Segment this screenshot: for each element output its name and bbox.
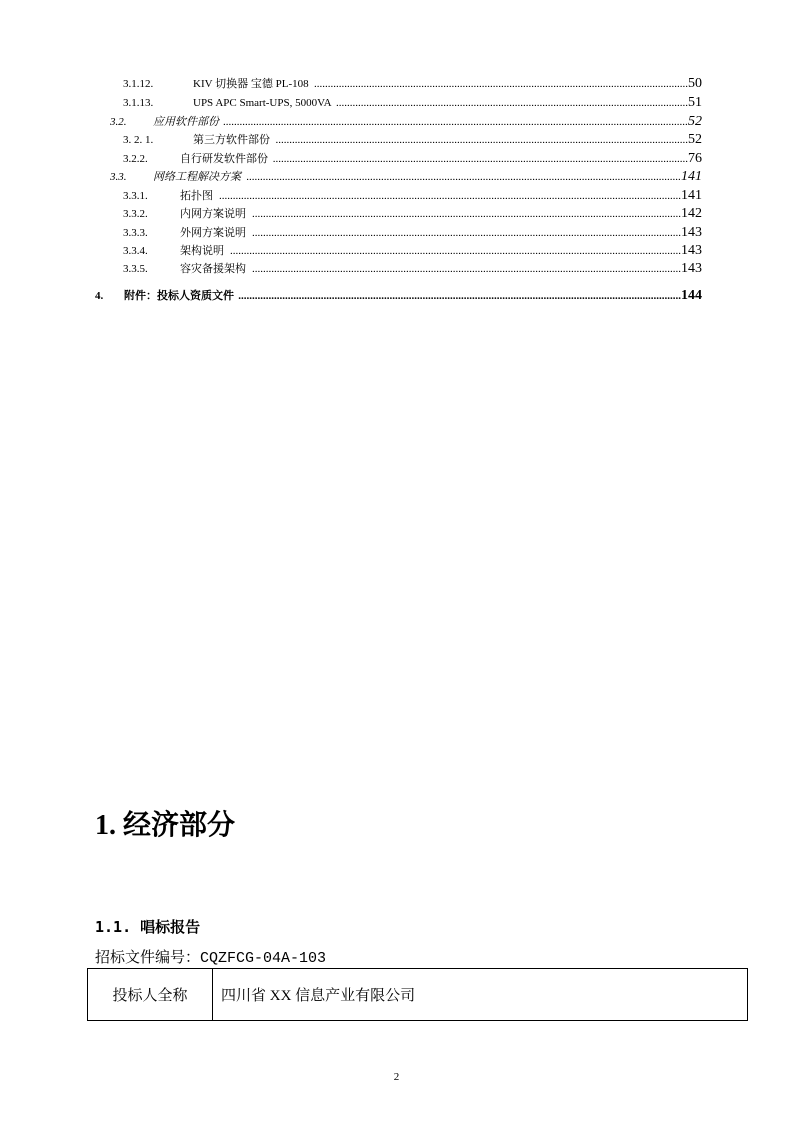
toc-entry[interactable] — [110, 114, 702, 130]
bidder-name: 四川省 XX 信息产业有限公司 — [213, 969, 748, 1021]
toc-number: 3.3.5. — [123, 263, 148, 275]
page-number: 2 — [393, 1071, 400, 1083]
toc-title: UPS APC Smart-UPS, 5000VA — [193, 97, 332, 109]
toc-title: 网络工程解决方案 — [153, 171, 241, 183]
toc-entry[interactable] — [123, 225, 702, 241]
toc-page: 141 — [681, 169, 702, 184]
toc-page: 144 — [681, 288, 702, 303]
toc-page: 76 — [688, 151, 702, 166]
toc-title: 拓扑图 — [180, 190, 213, 202]
toc-number: 3.3.1. — [123, 190, 148, 202]
dot-leader: ........................................................................................................................................................................ — [219, 190, 681, 202]
dot-leader: .................................................................................................................................................................... — [230, 245, 681, 257]
toc-page: 143 — [681, 243, 702, 258]
dot-leader: ............................................................................................................................................................ — [252, 208, 681, 220]
toc-number: 3.3.3. — [123, 227, 148, 239]
toc-number: 3. 2. 1. — [123, 134, 154, 146]
tender-file-number: 招标文件编号：CQZFCG-04A-103 — [95, 950, 327, 967]
toc-page: 52 — [688, 132, 702, 147]
toc-title: 应用软件部份 — [153, 116, 219, 128]
toc-number: 3.2. — [110, 116, 127, 128]
toc-entry[interactable] — [123, 95, 702, 111]
toc-number: 3.1.13. — [123, 97, 154, 109]
toc-number: 3.3. — [110, 171, 127, 183]
toc-title: 第三方软件部份 — [193, 134, 270, 146]
subsection-heading: 1.1. 唱标报告 — [95, 918, 201, 936]
toc-page: 51 — [688, 95, 702, 110]
bidder-table — [87, 968, 748, 1021]
toc-entry[interactable] — [123, 76, 702, 92]
toc-page: 50 — [688, 76, 702, 91]
toc-page: 52 — [688, 114, 702, 129]
table-row — [88, 969, 748, 1021]
toc-number: 3.1.12. — [123, 78, 154, 90]
toc-entry[interactable] — [123, 243, 702, 259]
dot-leader: ................................................................................................................................ — [336, 97, 688, 109]
toc-title: 自行研发软件部份 — [180, 153, 268, 165]
dot-leader: ......................................................................................................................................................................... — [223, 116, 688, 128]
toc-entry[interactable] — [123, 132, 702, 148]
dot-leader: ............................................................................................................................................................ — [252, 263, 681, 275]
bidder-label: 投标人全称 — [88, 969, 213, 1021]
section-heading: 1. 经济部分 — [95, 810, 236, 841]
toc-number: 3.2.2. — [123, 153, 148, 165]
toc-entry[interactable] — [110, 169, 702, 185]
toc-title: 外网方案说明 — [180, 227, 246, 239]
toc-entry[interactable] — [123, 188, 702, 204]
toc-entry[interactable] — [123, 206, 702, 222]
toc-title: 架构说明 — [180, 245, 224, 257]
toc-title: 附件：投标人资质文件 — [124, 290, 234, 302]
dot-leader: ................................................................................................................................................................. — [238, 290, 681, 302]
dot-leader: ............................................................................................................................................................ — [252, 227, 681, 239]
toc-entry[interactable] — [123, 151, 702, 167]
toc-page: 143 — [681, 225, 702, 240]
toc-title: KIV 切换器 宝德 PL-108 — [193, 78, 309, 90]
toc-page: 142 — [681, 206, 702, 221]
toc-page: 143 — [681, 261, 702, 276]
toc-number: 3.3.4. — [123, 245, 148, 257]
dot-leader: .............................................................................................................................................................. — [246, 171, 681, 183]
dot-leader: ...................................................................................................................................................... — [275, 134, 688, 146]
toc-page: 141 — [681, 188, 702, 203]
toc-number: 4. — [95, 290, 104, 302]
dot-leader: ....................................................................................................................................................... — [272, 153, 688, 165]
toc-number: 3.3.2. — [123, 208, 148, 220]
toc-entry[interactable] — [95, 288, 702, 304]
toc-title: 容灾备援架构 — [180, 263, 246, 275]
toc-entry[interactable] — [123, 261, 702, 277]
dot-leader: ........................................................................................................................................ — [314, 78, 688, 90]
toc-title: 内网方案说明 — [180, 208, 246, 220]
